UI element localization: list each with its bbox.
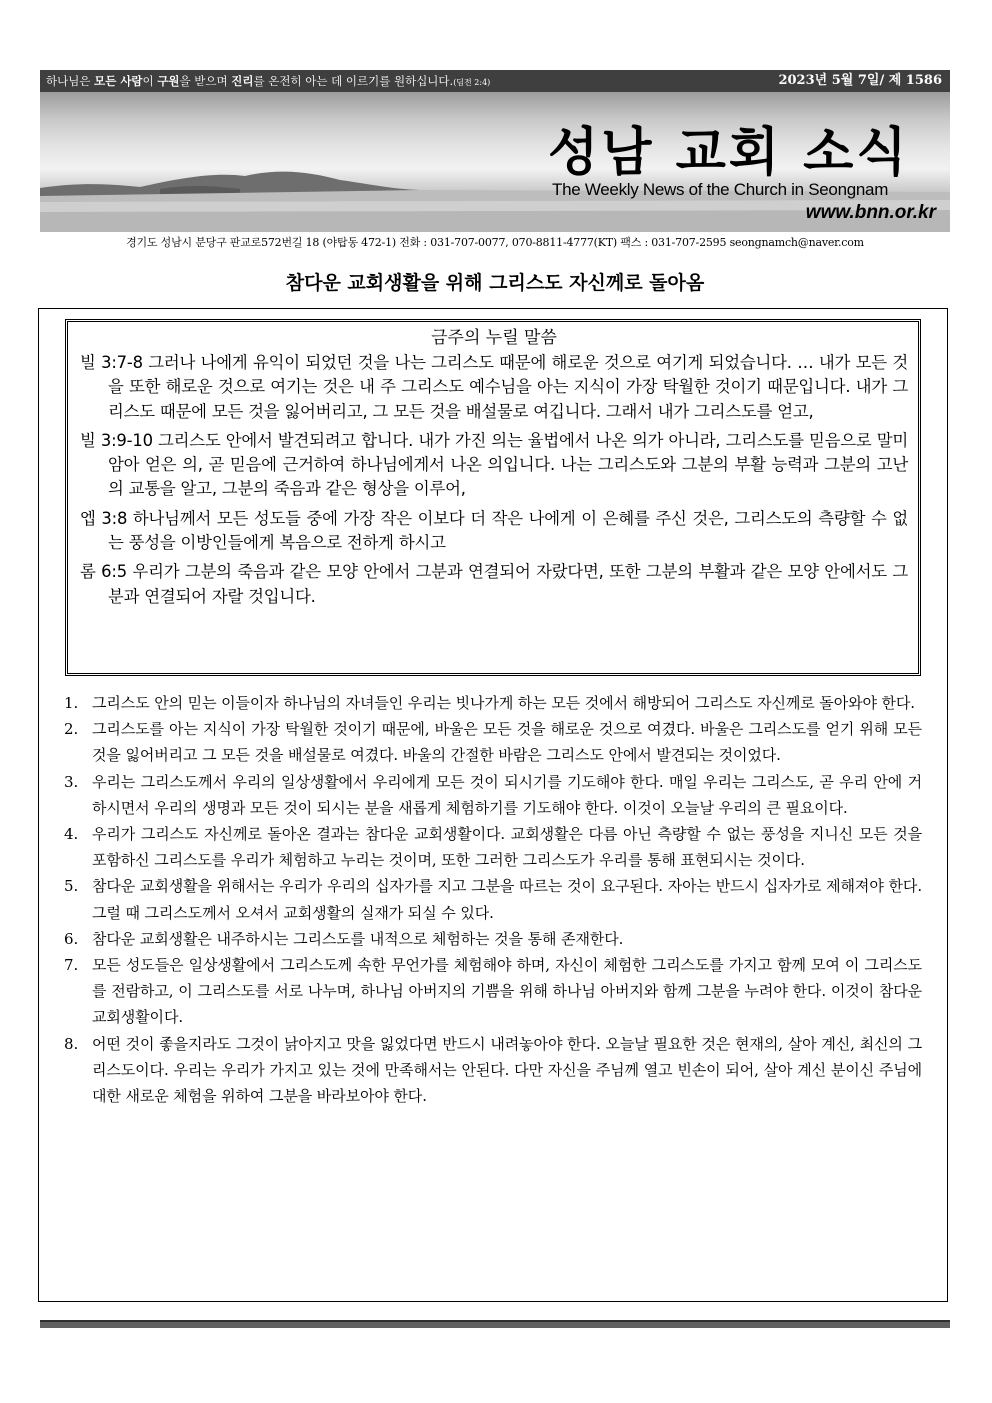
- point-text: 그리스도 안의 믿는 이들이자 하나님의 자녀들인 우리는 빗나가게 하는 모든 것에서 해방되어 그리스도 자신께로 돌아와야 한다.: [92, 694, 915, 712]
- point-text: 우리가 그리스도 자신께로 돌아온 결과는 참다운 교회생활이다. 교회생활은 다름 아닌 측량할 수 없는 풍성을 지니신 모든 것을 포함하신 그리스도를 우리가 체험하고 누리는 것이며, 또한 그러한 그리스도가 우리를 통해 표현되시는 것이다.: [92, 825, 922, 870]
- verse-box-title: 금주의 누릴 말씀: [431, 328, 557, 348]
- newsletter-title: 성남 교회 소식: [548, 122, 910, 183]
- newsletter-subtitle: The Weekly News of the Church in Seongnam: [552, 180, 889, 199]
- masthead-banner: [40, 92, 950, 232]
- main-points-list: [64, 690, 922, 1109]
- verse-emphasis: 모든 사람: [94, 74, 143, 88]
- verse-text: 를 온전히 아는 데 이르기를 원하십니다.: [253, 74, 454, 88]
- verse-text: 을 받으며: [179, 74, 232, 88]
- website-url[interactable]: www.bnn.or.kr: [805, 202, 936, 223]
- list-item: [64, 1031, 922, 1110]
- verse-item: 롬 6:5 우리가 그분의 죽음과 같은 모양 안에서 그분과 연결되어 자랐다면, 또한 그분의 부활과 같은 모양 안에서도 그분과 연결되어 자랄 것입니다.: [80, 562, 908, 606]
- top-verse-bar: [40, 70, 950, 92]
- issue-date: 2023년 5월 7일/ 제 1586: [778, 73, 942, 88]
- list-item: [64, 821, 922, 873]
- list-item: [64, 769, 922, 821]
- list-item: [64, 716, 922, 768]
- point-number: 7.: [64, 956, 79, 975]
- point-text: 참다운 교회생활을 위해서는 우리가 우리의 십자가를 지고 그분을 따르는 것이 요구된다. 자아는 반드시 십자가로 제해져야 한다. 그럴 때 그리스도께서 오셔서 교회생활의 실재가 되실 수 있다.: [92, 877, 922, 922]
- point-number: 1.: [64, 694, 79, 712]
- article-headline: 참다운 교회생활을 위해 그리스도 자신께로 돌아옴: [285, 272, 705, 294]
- verse-item: 빌 3:7-8 그러나 나에게 유익이 되었던 것을 나는 그리스도 때문에 해로운 것으로 여기게 되었습니다. … 내가 모든 것을 또한 해로운 것으로 여기는 것은 내 주 그리스도 예수님을 아는 지식이 가장 탁월한 것이기 때문입니다. 내가 그리스도 때문에 모든 것을 잃어버리고, 그 모든 것을 배설물로 여깁니다. 그래서 내가 그리스도를 얻고,: [80, 353, 908, 421]
- list-item: [64, 690, 922, 716]
- verse-text: 하나님은: [46, 74, 95, 88]
- contact-address: 경기도 성남시 분당구 판교로572번길 18 (야탑동 472-1) 전화 : 031-707-0077, 070-8811-4777(KT) 팩스 : 031-707-2595 seongnamch@naver.com: [126, 236, 864, 249]
- verse-emphasis: 진리: [231, 74, 254, 88]
- point-number: 2.: [64, 720, 79, 739]
- list-item: [64, 952, 922, 1031]
- weekly-verse-box: [65, 319, 921, 676]
- list-item: [64, 926, 922, 952]
- footer-divider: [40, 1320, 950, 1328]
- point-number: 3.: [64, 772, 79, 791]
- verse-emphasis: 구원: [157, 74, 180, 88]
- point-number: 5.: [64, 877, 79, 896]
- point-number: 4.: [64, 825, 79, 844]
- verse-item: 엡 3:8 하나님께서 모든 성도들 중에 가장 작은 이보다 더 작은 나에게 이 은혜를 주신 것은, 그리스도의 측량할 수 없는 풍성을 이방인들에게 복음으로 전하게 하시고: [80, 508, 908, 553]
- header-verse: [46, 70, 490, 94]
- point-text: 참다운 교회생활은 내주하시는 그리스도를 내적으로 체험하는 것을 통해 존재한다.: [92, 929, 624, 948]
- list-item: [64, 873, 922, 925]
- verse-text: 이: [142, 74, 158, 88]
- point-number: 8.: [64, 1034, 79, 1053]
- point-text: 어떤 것이 좋을지라도 그것이 낡아지고 맛을 잃었다면 반드시 내려놓아야 한다. 오늘날 필요한 것은 현재의, 살아 계신, 최신의 그리스도이다. 우리는 우리가 가지고 있는 것에 만족해서는 안된다. 다만 자신을 주님께 열고 빈손이 되어, 살아 계신 분이신 주님에 대한 새로운 체험을 위하여 그분을 바라보아야 한다.: [92, 1034, 922, 1106]
- point-text: 모든 성도들은 일상생활에서 그리스도께 속한 무언가를 체험해야 하며, 자신이 체험한 그리스도를 가지고 함께 모여 이 그리스도를 전람하고, 이 그리스도를 서로 나누며, 하나님 아버지의 기쁨을 위해 하나님 아버지와 함께 그분을 누려야 한다. 이것이 참다운 교회생활이다.: [92, 956, 922, 1027]
- point-text: 우리는 그리스도께서 우리의 일상생활에서 우리에게 모든 것이 되시기를 기도해야 한다. 매일 우리는 그리스도, 곧 우리 안에 거하시면서 우리의 생명과 모든 것이 되시는 분을 새롭게 체험하기를 기도해야 한다. 이것이 오늘날 우리의 큰 필요이다.: [92, 772, 922, 817]
- verse-item: 빌 3:9-10 그리스도 안에서 발견되려고 합니다. 내가 가진 의는 율법에서 나온 의가 아니라, 그리스도를 믿음으로 말미암아 얻은 의, 곧 믿음에 근거하여 하나님에게서 나온 의입니다. 나는 그리스도와 그분의 부활 능력과 그분의 고난의 교통을 알고, 그분의 죽음과 같은 형상을 이루어,: [80, 430, 908, 499]
- point-text: 그리스도를 아는 지식이 가장 탁월한 것이기 때문에, 바울은 모든 것을 해로운 것으로 여겼다. 바울은 그리스도를 얻기 위해 모든 것을 잃어버리고 그 모든 것을 배설물로 여겼다. 바울의 간절한 바람은 그리스도 안에서 발견되는 것이었다.: [92, 720, 922, 765]
- point-number: 6.: [64, 929, 79, 948]
- verse-reference: (딤전 2:4): [453, 78, 491, 87]
